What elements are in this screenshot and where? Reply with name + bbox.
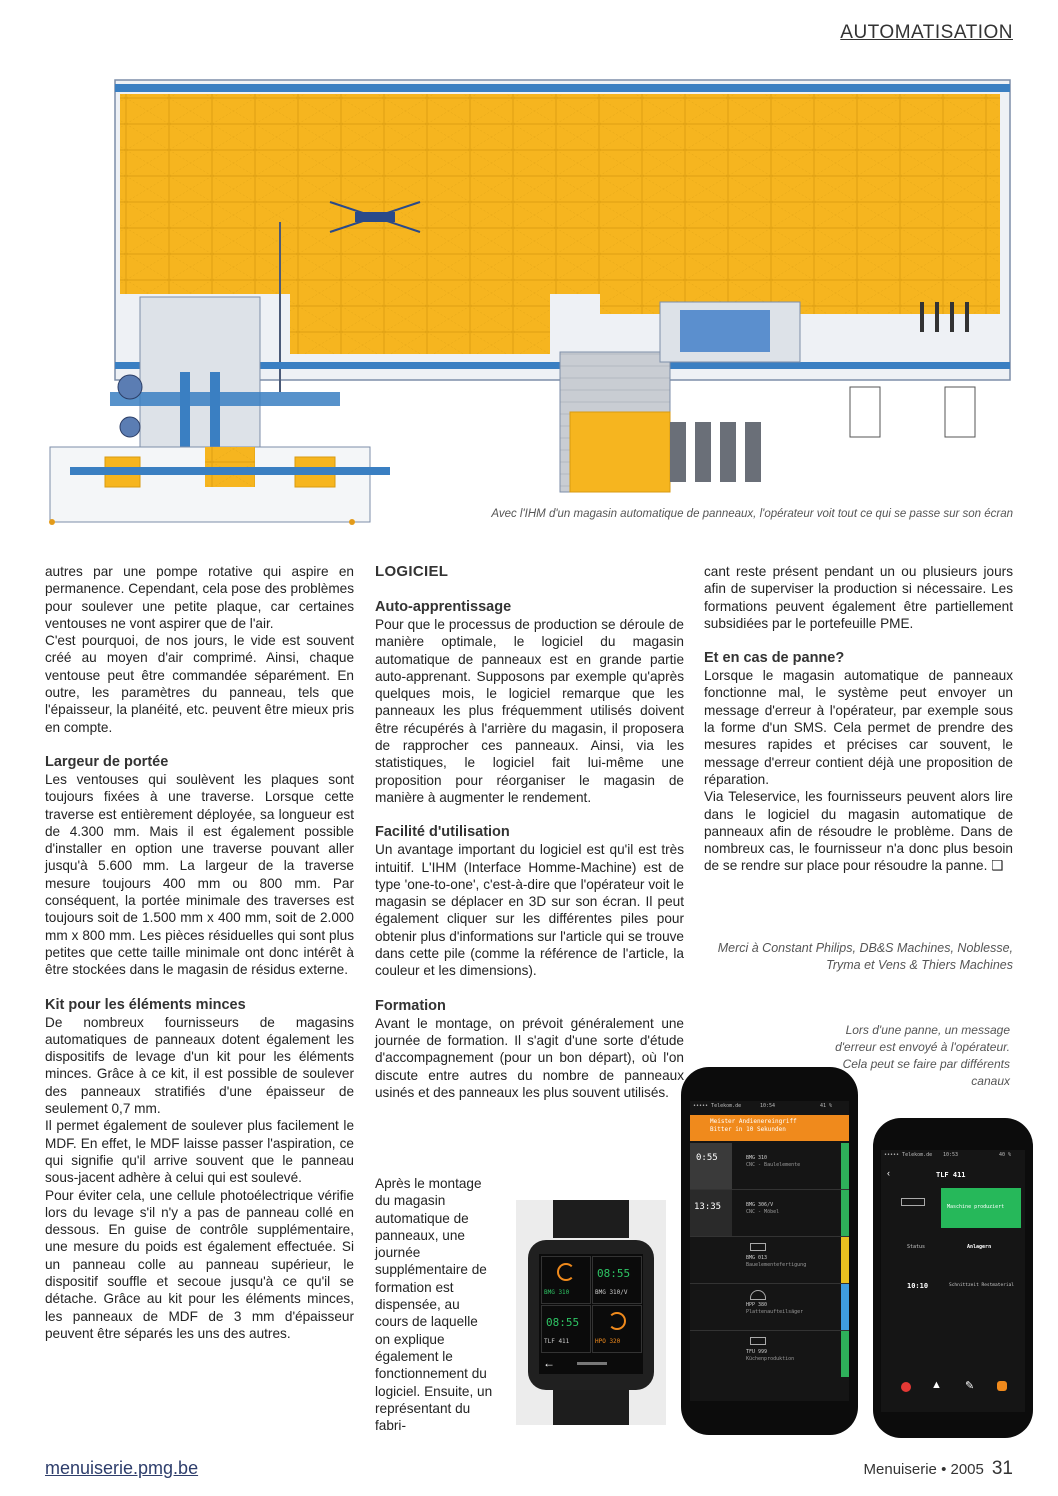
magazine-name: Menuiserie • 2005: [863, 1461, 984, 1478]
row-time: 0:55: [696, 1153, 718, 1163]
watch-tile[interactable]: [592, 1256, 642, 1304]
paragraph: Après le montage du magasin automatique de panneaux, une journée supplémentaire de formation est dispensée, au cours de laquelle on explique également le fonctionnement du logiciel. Ensuite, un représentant du fabri-: [375, 1176, 493, 1434]
row-status-tab: [841, 1237, 849, 1283]
time-value: 10:10: [907, 1282, 929, 1290]
row-code: HPP 380: [746, 1302, 768, 1308]
subheading-largeur: Largeur de portée: [45, 753, 169, 770]
machine-row[interactable]: [690, 1143, 849, 1190]
acknowledgement: Merci à Constant Philips, DB&S Machines, Noblesse, Tryma et Vens & Thiers Machines: [717, 941, 1013, 972]
status-battery: 40 %: [999, 1152, 1012, 1158]
tile-label: BMG 310/V: [595, 1289, 628, 1296]
column-right: [704, 563, 1013, 875]
row-desc: Küchenproduktion: [746, 1356, 795, 1362]
status-time: 10:54: [760, 1103, 776, 1109]
paragraph: C'est pourquoi, de nos jours, le vide est souvent créé au moyen d'air comprimé. Ainsi, chaque ventouse peut être commandée séparément. En outre, les paramètres du panneau, tels que l'épaisseur, la planéité, etc. peuvent être mieux pris en compte.: [45, 633, 354, 735]
watch-screen: [539, 1254, 643, 1374]
paragraph: Avant le montage, on prévoit généralement une journée de formation. Il s'agit d'une sorte d'étude d'accompagnement (pour un bon départ), où l'on discute entre autres du nombre de panneaux usinés et des panneaux les plus souvent utilisés.: [375, 1015, 684, 1100]
warning-icon[interactable]: ▲: [931, 1379, 942, 1391]
paragraph: Pour éviter cela, une cellule photoélectrique vérifie lors du levage s'il n'y a pas de panneau collé en dessous. En guise de contrôle supplémentaire, une mesure du poids est également effectuée. Si un panneau colle au panneau supérieur, le dispositif souffle et secoue jusqu'à ce qu'il se détache. Grâce au kit pour les éléments minces, les panneaux de MDF de 3 mm d'épaisseur peuvent être séparés les uns des autres.: [45, 1187, 354, 1341]
row-code: TFU 999: [746, 1349, 768, 1355]
alarm-icon[interactable]: [901, 1382, 911, 1392]
status-banner: [941, 1188, 1021, 1228]
tile-value: 08:55: [597, 1267, 631, 1280]
machine-row[interactable]: [690, 1284, 849, 1331]
paragraph: Lorsque le magasin automatique de panneaux fonctionne mal, le système peut envoyer un message d'erreur à l'opérateur, par exemple sous la forme d'un SMS. Cela permet de prendre des mesures rapides et précises car souvent, le message d'erreur contient déjà une proposition de réparation.: [704, 668, 1013, 787]
status-carrier: ••••• Telekom.de: [693, 1103, 742, 1109]
column-left: [45, 563, 354, 1342]
section-heading-logiciel: LOGICIEL: [375, 563, 449, 580]
subheading-formation: Formation: [375, 997, 446, 1014]
paragraph: Un avantage important du logiciel est qu'il est très intuitif. L'IHM (Interface Homme-Machine) est de type 'one-to-one', c'est-à-dire que l'opérateur voit le magasin se déplacer en 3D sur son écran. Il peut également cliquer sur les différentes piles pour obtenir plus d'informations sur l'article qui se trouve dans cette pile (comme la référence de l'article, la couleur et les dimensions).: [375, 842, 684, 979]
status-label: Status: [907, 1244, 926, 1250]
machine-row[interactable]: [690, 1237, 849, 1284]
gauge-icon: [608, 1312, 626, 1330]
page-footer: [864, 1458, 1013, 1480]
alert-banner[interactable]: [690, 1115, 849, 1141]
column-middle: [375, 563, 684, 1101]
column-middle-wrap: [375, 1175, 495, 1434]
phone-2-screen: [881, 1150, 1025, 1412]
end-mark-icon: ❑: [991, 858, 1004, 874]
paragraph: De nombreux fournisseurs de magasins automatiques de panneaux dotent également les dispositifs de levage d'un kit pour les éléments minces. Grâce à ce kit, il est possible de soulever des panneaux stratifiés d'une épaisseur de seulement 0,7 mm.: [45, 1014, 354, 1117]
saw-icon: [750, 1290, 766, 1300]
back-arrow-icon[interactable]: ←: [543, 1356, 555, 1370]
watch-figure: [516, 1200, 666, 1425]
paragraph: cant reste présent pendant un ou plusieurs jours afin de superviser la production si nécessaire. Les formations peuvent également être partiellement subsidiées par le portefeuille PME.: [704, 564, 1013, 631]
row-time: 13:35: [694, 1202, 722, 1212]
banner-text: Maschine produziert: [947, 1204, 1005, 1210]
watch-body: [528, 1240, 654, 1390]
watch-tile[interactable]: [541, 1305, 591, 1353]
machine-icon: [750, 1337, 766, 1345]
subheading-kit: Kit pour les éléments minces: [45, 996, 246, 1013]
status-value: Anlagern: [967, 1244, 992, 1250]
alert-line: Meister Andienereingriff: [710, 1118, 797, 1125]
row-desc: CNC - Möbel: [746, 1209, 780, 1215]
subheading-facilite: Facilité d'utilisation: [375, 824, 510, 841]
hand-icon[interactable]: [997, 1381, 1007, 1391]
tile-value: 08:55: [546, 1316, 580, 1329]
machine-row[interactable]: [690, 1331, 849, 1377]
paragraph: Les ventouses qui soulèvent les plaques sont toujours fixées à une traverse. Lorsque cette traverse est entièrement déployée, sa longueur est de 4.300 mm. Mais il est également possible d'installer en option une traverse pouvant aller jusqu'à 5.600 mm. La largeur de la traverse mesure toujours 400 mm ou 800 mm. Par conséquent, la portée minimale des traverses est toujours soit de 1.500 mm x 400 mm, soit de 2.000 mm x 800 mm. Les pièces résiduelles qui sont plus petites que cette taille minimale ont donc intérêt à être stockées dans le magasin de résidus externe.: [45, 771, 354, 978]
figure-caption: Avec l'IHM d'un magasin automatique de panneaux, l'opérateur voit tout ce qui se passe sur son écran: [491, 508, 1013, 520]
paragraph: autres par une pompe rotative qui aspire en permanence. Cependant, cela pose des problèmes pour soulever une petite plaque, car certaines ventouses ne vont aspirer que de l'air.: [45, 564, 354, 631]
machine-row[interactable]: [690, 1190, 849, 1237]
subheading-auto: Auto-apprentissage: [375, 599, 512, 615]
machine-icon: [750, 1243, 766, 1251]
paragraph: Il permet également de soulever plus facilement le MDF. En effet, le MDF laisse passer l'aspiration, ce qui signifie qu'il arrive souvent que le panneau sous-jacent adhère à celui qui est soulevé.: [45, 1118, 354, 1186]
row-code: BMG 310: [746, 1155, 768, 1161]
status-time: 10:53: [943, 1152, 959, 1158]
tile-label: BMG 310: [544, 1289, 570, 1296]
tile-label: TLF 411: [544, 1338, 570, 1345]
time-desc: Schnittzeit Restmaterial: [949, 1283, 1015, 1288]
watch-tile[interactable]: [592, 1305, 642, 1353]
row-code: BMG 013: [746, 1255, 768, 1261]
row-status-tab: [841, 1284, 849, 1330]
row-status-tab: [841, 1190, 849, 1236]
row-desc: Plattenaufteilsäger: [746, 1309, 804, 1315]
row-status-tab: [841, 1331, 849, 1377]
page-number: 31: [991, 1458, 1013, 1479]
alert-line: Bitter in 10 Sekunden: [710, 1126, 786, 1133]
subheading-panne: Et en cas de panne?: [704, 650, 845, 667]
phones-caption: Lors d'une panne, un message d'erreur est envoyé à l'opérateur. Cela peut se faire par différents canaux: [835, 1023, 1010, 1088]
paragraph: Pour que le processus de production se déroule de manière optimale, le logiciel du magasin automatique de panneaux est en grande partie auto-apprenant. Supposons par exemple qu'après quelques mois, le logiciel remarque que les panneaux les plus fréquemment utilisés doivent être récupérés à l'arrière du magasin, il proposera de rapprocher ces panneaux. Ainsi, via les statistiques, le logiciel fait lui-même une proposition pour réorganiser le magasin de manière à augmenter le rendement.: [375, 617, 684, 805]
row-status-tab: [841, 1143, 849, 1189]
machine-title: TLF 411: [936, 1171, 966, 1179]
status-battery: 41 %: [820, 1103, 833, 1109]
wrench-icon[interactable]: ✎: [965, 1380, 975, 1392]
phone-2: [873, 1118, 1033, 1438]
phone-1-screen: [690, 1101, 849, 1401]
machine-icon: [901, 1198, 925, 1206]
back-arrow-icon[interactable]: ‹: [887, 1168, 890, 1178]
warehouse-floor-plan: [40, 72, 1015, 527]
phone-1: [681, 1067, 858, 1435]
tile-label: HPO 320: [595, 1338, 621, 1345]
page-indicator: [577, 1362, 607, 1365]
website-link[interactable]: menuiserie.pmg.be: [45, 1458, 199, 1478]
row-desc: Bauelementefertigung: [746, 1262, 807, 1268]
status-carrier: ••••• Telekom.de: [884, 1152, 933, 1158]
paragraph: Via Teleservice, les fournisseurs peuvent alors lire dans le logiciel du magasin automatique de panneaux afin de résoudre le problème. Dans de nombreux cas, le fournisseur n'a donc plus besoin de se rendre sur place pour résoudre la panne.: [704, 789, 1013, 874]
row-desc: CNC - Baulelemente: [746, 1162, 801, 1168]
gauge-icon: [557, 1263, 575, 1281]
row-code: BMG 306/V: [746, 1202, 774, 1208]
watch-tile[interactable]: [541, 1256, 591, 1304]
section-title: AUTOMATISATION: [840, 22, 1013, 43]
